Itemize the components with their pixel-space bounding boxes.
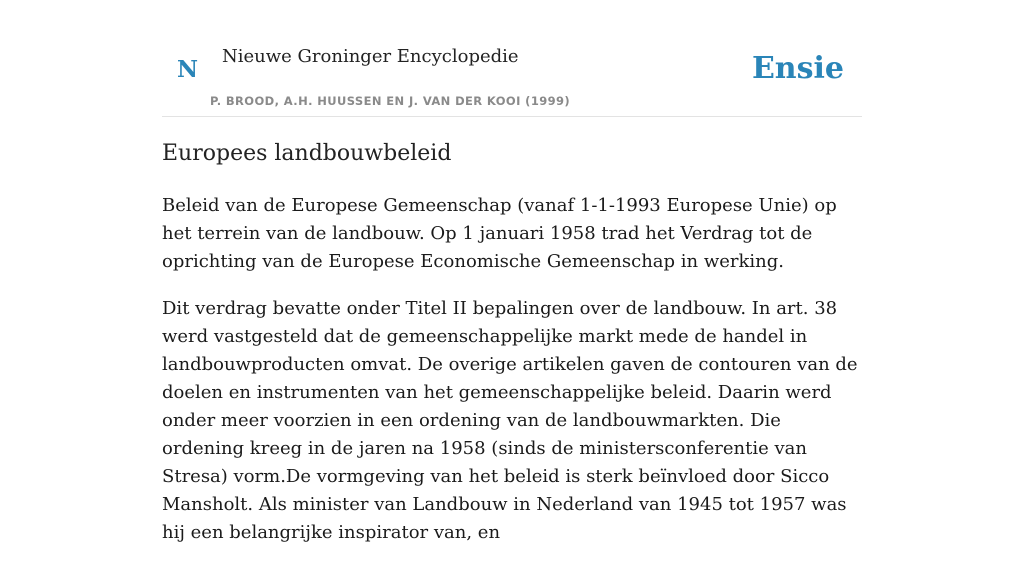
article <box>162 138 864 566</box>
ensie-brand-logo[interactable]: Ensie <box>751 51 844 86</box>
publication-title[interactable]: Nieuwe Groninger Encyclopedie <box>222 46 519 67</box>
publication-header <box>162 0 862 117</box>
article-paragraph: Dit verdrag bevatte onder Titel II bepalingen over de landbouw. In art. 38 werd vastgesteld dat de gemeenschappelijke markt mede de handel in landbouwproducten omvat. De overige artikelen gaven de contouren van de doelen en instrumenten van het gemeenschappelijke beleid. Daarin werd onder meer voorzien in een ordening van de landbouwmarkten. Die ordening kreeg in de jaren na 1958 (sinds de ministersconferentie van Stresa) vorm.De vormgeving van het beleid is sterk beïnvloed door Sicco Mansholt. Als minister van Landbouw in Nederland van 1945 tot 1957 was hij een belangrijke inspirator van, en <box>162 298 858 543</box>
publication-authors: P. BROOD, A.H. HUUSSEN EN J. VAN DER KOOI (1999) <box>210 94 571 108</box>
article-paragraph: Beleid van de Europese Gemeenschap (vanaf 1-1-1993 Europese Unie) op het terrein van de landbouw. Op 1 januari 1958 trad het Verdrag tot de oprichting van de Europese Economische Gemeenschap in werking. <box>162 195 837 272</box>
publication-logo[interactable]: N <box>177 56 199 83</box>
article-title: Europees landbouwbeleid <box>162 141 452 166</box>
